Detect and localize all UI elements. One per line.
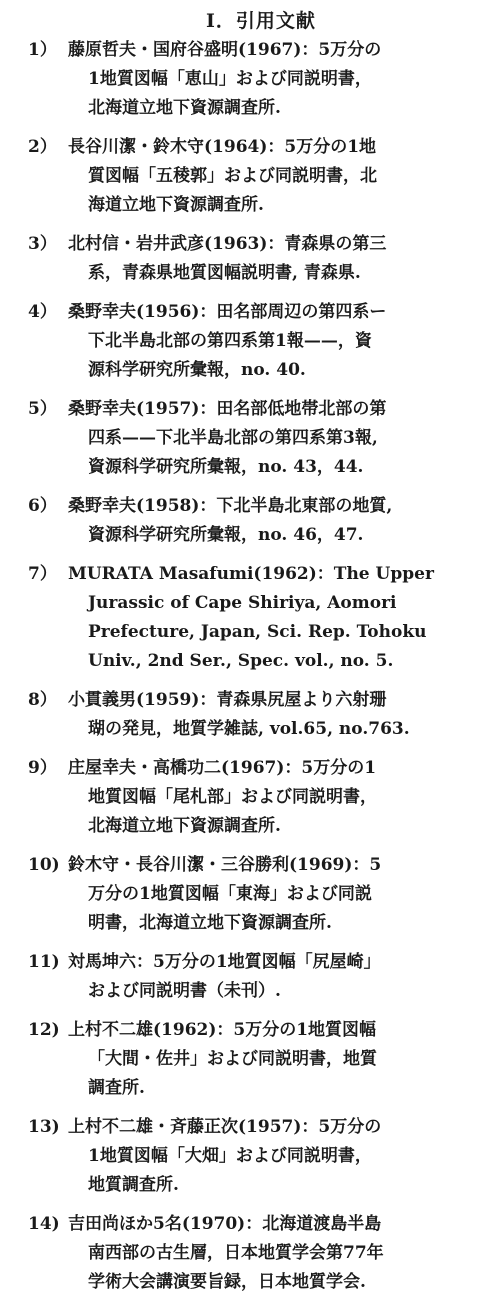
reference-line: 北海道立地下資源調査所. [88,98,281,118]
reference-line: 資源科学研究所彙報，no. 43，44. [88,457,364,477]
reference-number: 6） [28,496,57,516]
reference-line: 「大間・佐井」および同説明書，地質 [88,1049,377,1069]
reference-line: 質図幅「五稜郭」および同説明書，北 [88,166,377,186]
reference-line: 1地質図幅「恵山」および同説明書， [88,69,372,89]
reference-line: Prefecture, Japan, Sci. Rep. Tohoku [88,622,427,642]
reference-item [0,298,502,385]
reference-line: 1地質図幅「大畑」および同説明書， [88,1146,372,1166]
reference-line: 北海道立地下資源調査所. [88,816,281,836]
reference-number: 3） [28,234,57,254]
reference-line: 系，青森県地質図幅説明書, 青森県. [88,263,361,283]
reference-number: 10) [28,855,60,875]
reference-number: 7） [28,564,57,584]
reference-line: 海道立地下資源調査所. [88,195,264,215]
reference-line: MURATA Masafumi(1962)：The Upper [68,564,434,584]
reference-number: 9） [28,758,57,778]
reference-item [0,948,502,1006]
reference-line: 瑚の発見，地質学雑誌, vol.65, no.763. [88,719,410,739]
reference-item [0,1210,502,1297]
reference-line: 資源科学研究所彙報，no. 46，47. [88,525,364,545]
reference-item [0,133,502,220]
reference-number: 11) [28,952,60,972]
reference-item [0,560,502,676]
reference-line: 桑野幸夫(1956)：田名部周辺の第四系ー [68,302,387,322]
reference-line: 下北半島北部の第四系第1報——，資 [88,331,372,351]
reference-line: および同説明書（未刊）. [88,981,281,1001]
reference-list [0,36,502,1307]
reference-line: 源科学研究所彙報，no. 40. [88,360,306,380]
reference-line: 庄屋幸夫・高橋功二(1967)：5万分の1 [68,758,377,778]
reference-number: 8） [28,690,57,710]
reference-line: 万分の1地質図幅「東海」および同説 [88,884,372,904]
reference-item [0,686,502,744]
reference-line: 学術大会講演要旨録，日本地質学会. [88,1272,366,1292]
reference-line: Univ., 2nd Ser., Spec. vol., no. 5. [88,651,394,671]
reference-item [0,230,502,288]
reference-item [0,492,502,550]
reference-number: 5） [28,399,57,419]
reference-item [0,1113,502,1200]
reference-line: Jurassic of Cape Shiriya, Aomori [88,593,397,613]
page-title: I．引用文献 [206,10,316,32]
reference-number: 2） [28,137,57,157]
reference-line: 調査所. [88,1078,145,1098]
reference-line: 小貫義男(1959)：青森県尻屋より六射珊 [68,690,387,710]
reference-line: 桑野幸夫(1958)：下北半島北東部の地質, [68,496,393,516]
reference-line: 藤原哲夫・国府谷盛明(1967)：5万分の [68,40,382,60]
reference-line: 四系——下北半島北部の第四系第3報, [88,428,378,448]
reference-line: 対馬坤六：5万分の1地質図幅「尻屋崎」 [68,952,381,972]
reference-number: 12) [28,1020,60,1040]
reference-item [0,1016,502,1103]
reference-line: 鈴木守・長谷川潔・三谷勝利(1969)：5 [68,855,382,875]
reference-number: 13) [28,1117,60,1137]
reference-line: 北村信・岩井武彦(1963)：青森県の第三 [68,234,387,254]
reference-line: 上村不二雄(1962)：5万分の1地質図幅 [68,1020,377,1040]
reference-number: 14) [28,1214,60,1234]
reference-item [0,851,502,938]
reference-line: 吉田尚ほか5名(1970)：北海道渡島半島 [68,1214,382,1234]
reference-line: 地質調査所. [88,1175,179,1195]
reference-line: 上村不二雄・斉藤正次(1957)：5万分の [68,1117,382,1137]
reference-number: 1） [28,40,57,60]
reference-item [0,36,502,123]
reference-line: 桑野幸夫(1957)：田名部低地帯北部の第 [68,399,387,419]
reference-item [0,754,502,841]
reference-line: 長谷川潔・鈴木守(1964)：5万分の1地 [68,137,377,157]
reference-line: 地質図幅「尾札部」および同説明書， [88,787,377,807]
reference-number: 4） [28,302,57,322]
reference-line: 明書，北海道立地下資源調査所. [88,913,332,933]
reference-line: 南西部の古生層，日本地質学会第77年 [88,1243,384,1263]
reference-item [0,395,502,482]
